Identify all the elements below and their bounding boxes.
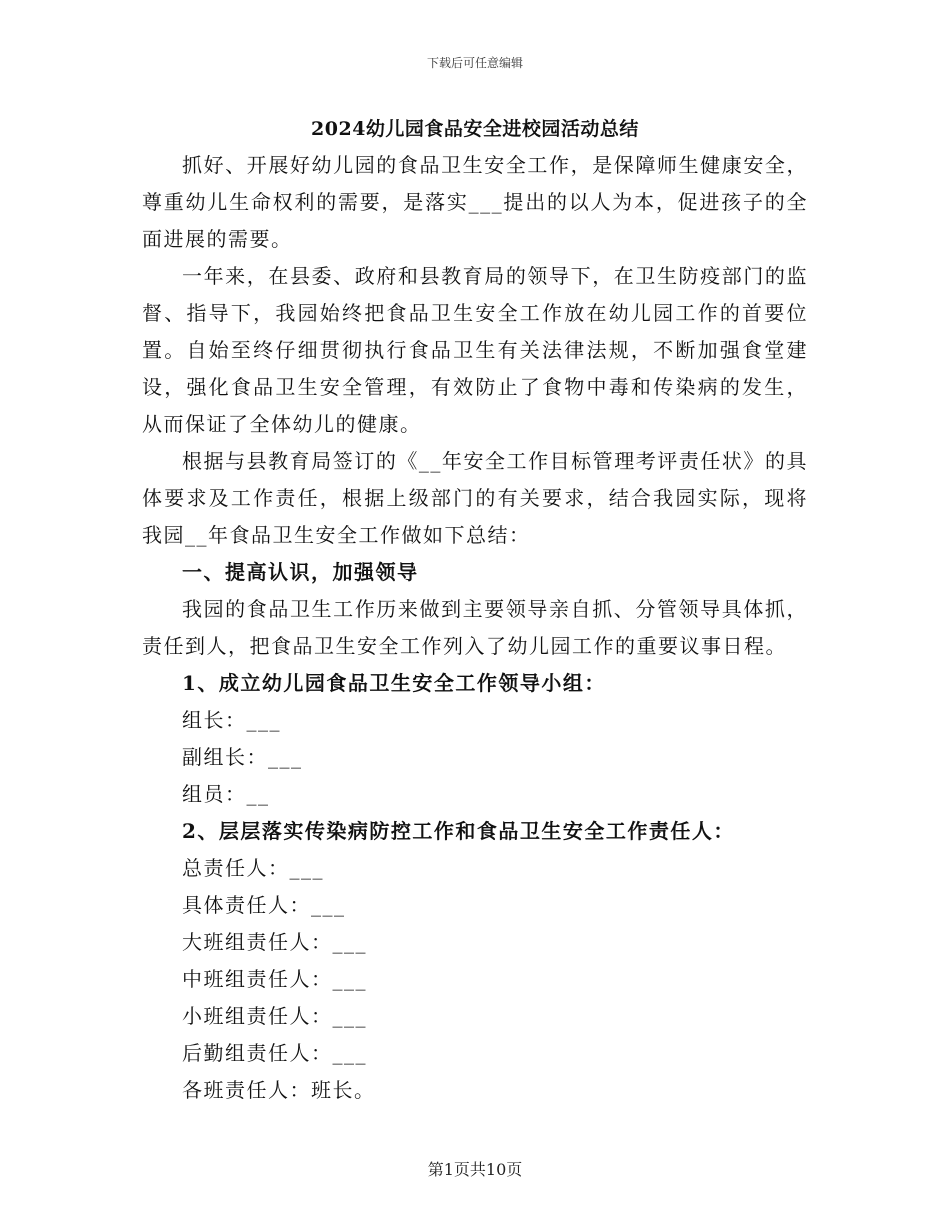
- group-member-line: 组员：__: [182, 782, 270, 806]
- group-leader-line: 组长：___: [182, 708, 281, 732]
- intro-paragraph: 抓好、开展好幼儿园的食品卫生安全工作，是保障师生健康安全，尊重幼儿生命权利的需要，是落实___提出的以人为本，促进孩子的全面进展的需要。: [142, 153, 808, 251]
- page-header-note: 下载后可任意编辑: [426, 56, 523, 70]
- class-responsible-line: 各班责任人：班长。: [182, 1078, 376, 1102]
- page-number: 第1页共10页: [427, 1160, 523, 1179]
- overview-paragraph: 一年来，在县委、政府和县教育局的领导下，在卫生防疫部门的监督、指导下，我园始终把食品卫生安全工作放在幼儿园工作的首要位置。自始至终仔细贯彻执行食品卫生有关法律法规，不断加强食堂建设，强化食品卫生安全管理，有效防止了食物中毒和传染病的发生，从而保证了全体幼儿的健康。: [142, 264, 808, 436]
- document-title: 2024幼儿园食品安全进校园活动总结: [311, 118, 639, 140]
- document-body: [142, 147, 808, 1109]
- senior-class-responsible-line: 大班组责任人：___: [182, 930, 367, 954]
- middle-class-responsible-line: 中班组责任人：___: [182, 967, 367, 991]
- section-1-heading: 一、提高认识，加强领导: [182, 560, 419, 584]
- junior-class-responsible-line: 小班组责任人：___: [182, 1004, 367, 1028]
- subsection-1-heading: 1、成立幼儿园食品卫生安全工作领导小组：: [182, 671, 606, 695]
- logistics-responsible-line: 后勤组责任人：___: [182, 1041, 367, 1065]
- subsection-2-heading: 2、层层落实传染病防控工作和食品卫生安全工作责任人：: [182, 819, 735, 843]
- specific-responsible-line: 具体责任人：___: [182, 893, 346, 917]
- summary-intro-paragraph: 根据与县教育局签订的《__年安全工作目标管理考评责任状》的具体要求及工作责任，根据上级部门的有关要求，结合我园实际，现将我园__年食品卫生安全工作做如下总结：: [142, 449, 808, 547]
- section-1-paragraph: 我园的食品卫生工作历来做到主要领导亲自抓、分管领导具体抓，责任到人，把食品卫生安全工作列入了幼儿园工作的重要议事日程。: [142, 597, 808, 658]
- deputy-leader-line: 副组长：___: [182, 745, 303, 769]
- chief-responsible-line: 总责任人：___: [182, 856, 324, 880]
